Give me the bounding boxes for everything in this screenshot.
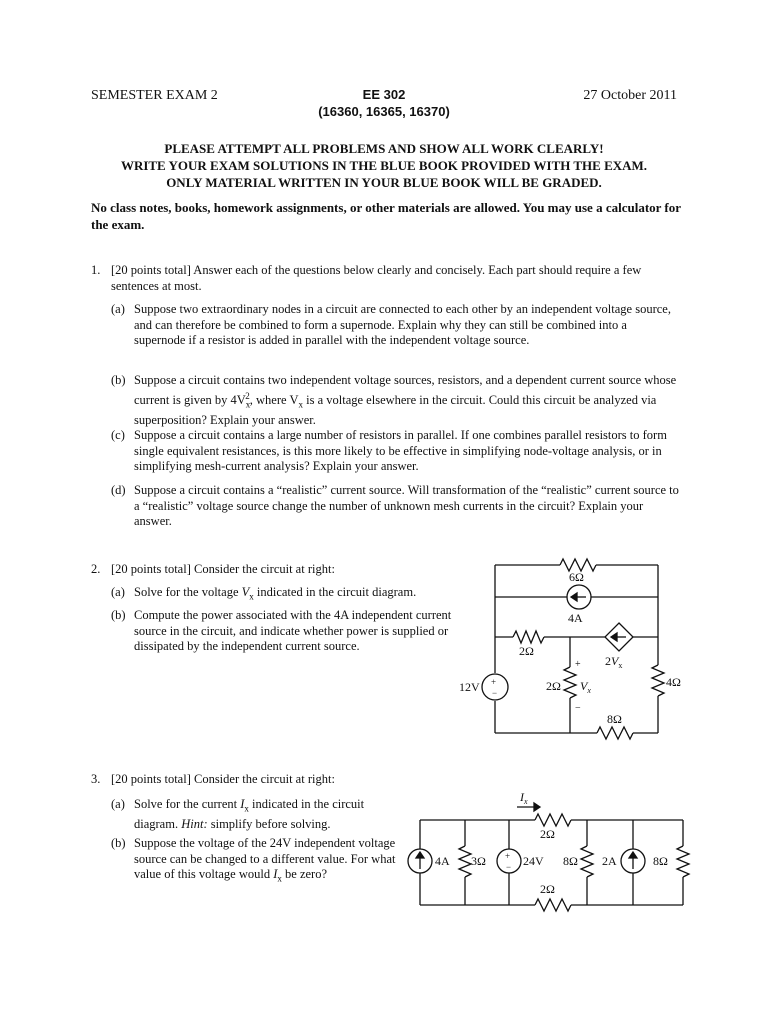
instruction-line: PLEASE ATTEMPT ALL PROBLEMS AND SHOW ALL WORK CLEARLY! xyxy=(164,141,604,156)
question-number: 1. xyxy=(91,263,101,277)
part-text: Compute the power associated with the 4A independent current source in the circuit, and indicate whether power is supplied or dissipated by the independent current source. xyxy=(134,608,452,653)
part-label: (b) xyxy=(111,608,126,622)
label-vx: $V_x$ xyxy=(580,679,591,695)
part-text: Suppose the voltage of the 24V independent voltage source can be changed to a different value. For what value of this voltage would $I_x$ be zero? xyxy=(134,836,396,884)
part-label: (a) xyxy=(111,302,125,316)
label-ix: $I_x$ xyxy=(520,790,528,806)
question-stem: [20 points total] Consider the circuit at right: xyxy=(111,562,335,576)
course-sections: (16360, 16365, 16370) xyxy=(318,104,450,119)
label-6ohm: 6Ω xyxy=(569,570,584,584)
label-4a: 4A xyxy=(435,854,450,868)
course-code: EE 302 xyxy=(362,87,406,102)
part-label: (b) xyxy=(111,373,126,387)
question-number: 3. xyxy=(91,772,101,786)
instruction-line: ONLY MATERIAL WRITTEN IN YOUR BLUE BOOK WILL BE GRADED. xyxy=(166,175,602,190)
exam-date: 27 October 2011 xyxy=(583,88,677,103)
part-text: Suppose two extraordinary nodes in a circuit are connected to each other by an independent voltage source, and can therefore be combined to form a supernode. Explain why they can still be combined into a supernode if a resistor is added in parallel with the independent voltage source. xyxy=(134,302,671,347)
label-2ohm-top: 2Ω xyxy=(540,827,555,841)
materials-note: No class notes, books, homework assignments, or other materials are allowed. You may use a calculator for the exam. xyxy=(91,200,681,232)
part-text: Solve for the voltage $V_x$ indicated in the circuit diagram. xyxy=(134,585,417,602)
vsrc-minus: − xyxy=(492,688,498,698)
label-8ohm-right: 8Ω xyxy=(653,854,668,868)
part-label: (c) xyxy=(111,428,125,442)
part-label: (b) xyxy=(111,836,126,850)
label-4a: 4A xyxy=(568,611,583,625)
vsrc-plus: + xyxy=(491,677,497,687)
vx-plus: + xyxy=(575,659,581,670)
vx-minus: − xyxy=(575,703,581,714)
circuit-diagram-3 xyxy=(405,790,695,915)
label-2ohm: 2Ω xyxy=(519,644,534,658)
label-2ohm-vx: 2Ω xyxy=(546,679,561,693)
part-text: Solve for the current $I_x$ indicated in the circuit diagram. Hint: simplify before solving. xyxy=(134,797,365,831)
part-label: (a) xyxy=(111,797,125,811)
question-stem: [20 points total] Consider the circuit at right: xyxy=(111,772,335,786)
label-2a: 2A xyxy=(602,854,617,868)
label-4ohm: 4Ω xyxy=(666,675,681,689)
circuit-diagram-2 xyxy=(455,555,695,745)
label-8ohm: 8Ω xyxy=(607,712,622,726)
v24-plus: + xyxy=(505,851,511,861)
exam-title: SEMESTER EXAM 2 xyxy=(91,88,218,103)
label-dep-source: $2V_x$ xyxy=(605,654,623,670)
label-3ohm: 3Ω xyxy=(471,854,486,868)
part-text: Suppose a circuit contains a large number of resistors in parallel. If one combines parallel resistors to form single equivalent resistances, is this more likely to be effective in simplifying node-voltage analysis, or in simplifying mesh-current analysis? Explain your answer. xyxy=(134,428,667,473)
instruction-line: WRITE YOUR EXAM SOLUTIONS IN THE BLUE BOOK PROVIDED WITH THE EXAM. xyxy=(120,158,648,173)
part-label: (d) xyxy=(111,483,126,497)
label-12v: 12V xyxy=(459,680,480,694)
part-text: Suppose a circuit contains a “realistic” current source. Will transformation of the “realistic” current source to a “realistic” voltage source change the number of unknown mesh currents in the circuit? Explain your answer. xyxy=(134,483,679,528)
instructions-block xyxy=(0,140,768,191)
part-text: Suppose a circuit contains two independent voltage sources, resistors, and a dependent current source whose current is given by $4V_x^2$, where $V_x$ is a voltage elsewhere in the circuit. Could this circuit be analyzed via superposition? Explain your answer. xyxy=(134,373,677,427)
part-label: (a) xyxy=(111,585,125,599)
label-2ohm-bottom: 2Ω xyxy=(540,882,555,896)
label-24v: 24V xyxy=(523,854,544,868)
label-8ohm-mid: 8Ω xyxy=(563,854,578,868)
question-number: 2. xyxy=(91,562,101,576)
question-stem: [20 points total] Answer each of the questions below clearly and concisely. Each part should require a few sentences at most. xyxy=(111,263,642,293)
v24-minus: − xyxy=(506,862,512,872)
